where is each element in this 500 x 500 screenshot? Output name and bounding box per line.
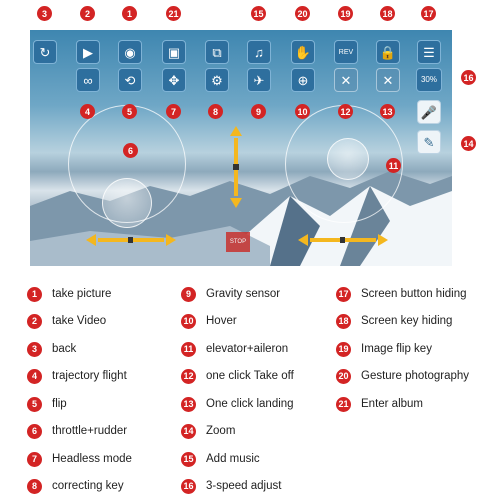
back-button[interactable]: ↻ <box>33 40 57 64</box>
left-horizontal-trim-slider[interactable] <box>86 233 176 247</box>
legend-item: 11 elevator+aileron <box>181 341 288 357</box>
vertical-trim-slider[interactable] <box>228 126 244 208</box>
badge-13: 13 <box>380 104 395 119</box>
one-click-landing-button[interactable]: ✕ <box>376 68 400 92</box>
zoom-button[interactable]: ✎ <box>417 130 441 154</box>
legend-item: 19 Image flip key <box>336 341 432 357</box>
badge-4: 4 <box>80 104 95 119</box>
legend-item: 4 trajectory flight <box>27 368 127 384</box>
badge-10: 10 <box>295 104 310 119</box>
hover-button[interactable]: ⊕ <box>291 68 315 92</box>
legend-item: 16 3-speed adjust <box>181 478 281 494</box>
legend-item: 9 Gravity sensor <box>181 286 280 302</box>
microphone-button[interactable]: 🎤 <box>417 100 441 124</box>
speed-adjust-button[interactable]: 30% <box>416 68 442 92</box>
legend-item: 17 Screen button hiding <box>336 286 467 302</box>
legend-item: 6 throttle+rudder <box>27 423 127 439</box>
badge-1: 1 <box>122 6 137 21</box>
gesture-photography-button[interactable]: ✋ <box>291 40 315 64</box>
badge-19: 19 <box>338 6 353 21</box>
trajectory-flight-button[interactable]: ∞ <box>76 68 100 92</box>
stop-button[interactable]: STOP <box>226 232 250 252</box>
badge-16: 16 <box>461 70 476 85</box>
badge-5: 5 <box>122 104 137 119</box>
legend-item: 20 Gesture photography <box>336 368 469 384</box>
legend-item: 7 Headless mode <box>27 451 132 467</box>
headless-mode-button[interactable]: ✥ <box>162 68 186 92</box>
badge-12: 12 <box>338 104 353 119</box>
take-picture-button[interactable]: ◉ <box>118 40 142 64</box>
badge-11: 11 <box>386 158 401 173</box>
badge-14: 14 <box>461 136 476 151</box>
legend-item: 15 Add music <box>181 451 260 467</box>
badge-15: 15 <box>251 6 266 21</box>
legend-item: 5 flip <box>27 396 67 412</box>
badge-8: 8 <box>208 104 223 119</box>
screen-button-hiding-button[interactable]: ☰ <box>417 40 441 64</box>
legend-item: 12 one click Take off <box>181 368 294 384</box>
one-click-takeoff-button[interactable]: ✕ <box>334 68 358 92</box>
right-horizontal-trim-slider[interactable] <box>298 233 388 247</box>
legend-item: 1 take picture <box>27 286 111 302</box>
badge-3: 3 <box>37 6 52 21</box>
screen-key-hiding-button[interactable]: 🔒 <box>376 40 400 64</box>
badge-17: 17 <box>421 6 436 21</box>
legend-item: 18 Screen key hiding <box>336 313 452 329</box>
badge-9: 9 <box>251 104 266 119</box>
badge-20: 20 <box>295 6 310 21</box>
legend-item: 14 Zoom <box>181 423 235 439</box>
left-joystick-knob[interactable] <box>102 178 152 228</box>
legend-item: 13 One click landing <box>181 396 294 412</box>
badge-7: 7 <box>166 104 181 119</box>
legend-item: 21 Enter album <box>336 396 423 412</box>
split-screen-button[interactable]: ⧉ <box>205 40 229 64</box>
gravity-sensor-button[interactable]: ✈ <box>247 68 271 92</box>
badge-2: 2 <box>80 6 95 21</box>
flip-button[interactable]: ⟲ <box>118 68 142 92</box>
correcting-key-button[interactable]: ⚙ <box>205 68 229 92</box>
badge-18: 18 <box>380 6 395 21</box>
image-flip-button[interactable]: REV <box>334 40 358 64</box>
take-video-button[interactable]: ▶ <box>76 40 100 64</box>
legend-item: 10 Hover <box>181 313 237 329</box>
badge-21: 21 <box>166 6 181 21</box>
right-joystick-knob[interactable] <box>327 138 369 180</box>
legend-item: 3 back <box>27 341 76 357</box>
legend-item: 8 correcting key <box>27 478 124 494</box>
legend-item: 2 take Video <box>27 313 106 329</box>
add-music-button[interactable]: ♫ <box>247 40 271 64</box>
badge-6: 6 <box>123 143 138 158</box>
drone-app-screen <box>30 30 452 266</box>
enter-album-button[interactable]: ▣ <box>162 40 186 64</box>
